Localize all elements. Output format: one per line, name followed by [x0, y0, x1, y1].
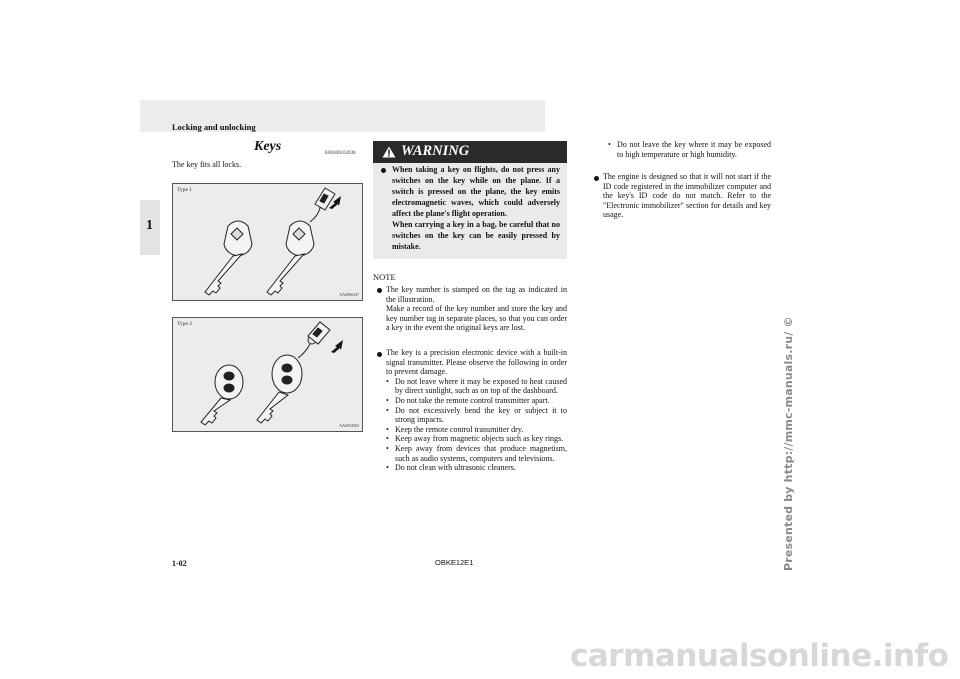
note-sub-item: • Do not excessively bend the key or subject it to strong impacts.: [386, 406, 567, 425]
keys-intro: The key fits all locks.: [172, 160, 242, 169]
note-continued-column: [608, 140, 771, 159]
note-bullet: [377, 352, 382, 357]
note-heading: NOTE: [373, 272, 396, 282]
note-sub-item: • Do not take the remote control transmitter apart.: [386, 396, 567, 406]
figure-type1-label: Type 1: [177, 187, 193, 193]
figure-type2: [172, 317, 363, 432]
warning-triangle-icon: [382, 146, 396, 158]
bottom-watermark-logo: carmanualsonline.info: [570, 638, 949, 674]
note-paragraph: The key is a precision electronic device with a built-in signal transmitter. Please observe the following in order to prevent damage.: [386, 348, 567, 377]
note-item-precision-device: [386, 348, 567, 473]
note-bullet: [594, 176, 599, 181]
note-sub-item: • Do not leave the key where it may be exposed to high temperature or high humidity.: [608, 140, 771, 159]
figure-type2-code: AA0033563: [339, 423, 359, 428]
figure-type2-label: Type 2: [177, 321, 193, 327]
warning-line: When carrying a key in a bag, be careful that no switches on the key can be easily pressed by mistake.: [392, 220, 560, 251]
keys-heading: Keys: [254, 139, 282, 154]
note-sub-item: • Do not clean with ultrasonic cleaners.: [386, 463, 567, 473]
note-sub-item: • Do not leave where it may be exposed to heat caused by direct sunlight, such as on top of the dashboard.: [386, 377, 567, 396]
note-sub-item: • Keep away from devices that produce magnetism, such as audio systems, computers and televisions.: [386, 444, 567, 463]
warning-header: [373, 141, 567, 163]
note-sub-item: • Keep away from magnetic objects such as key rings.: [386, 434, 567, 444]
note-bullet: [377, 288, 382, 293]
note-item-immobilizer: [603, 172, 771, 220]
note-item-key-number: [386, 285, 567, 333]
document-code: OBKE12E1: [435, 558, 474, 567]
note-sub-item: • Keep the remote control transmitter dry.: [386, 425, 567, 435]
note-paragraph: Make a record of the key number and store the key and key number tag in separate places, so that you can order a key in the event the original keys are lost.: [386, 304, 567, 333]
key-type1-illustration: [173, 184, 362, 300]
section-title: Locking and unlocking: [172, 122, 256, 132]
note-paragraph: The engine is designed so that it will not start if the ID code registered in the immobilizer computer and the key's ID code do not match. Refer to the "Electronic immobilizer" section for details and key usage.: [603, 172, 771, 220]
side-watermark: Presented by http://mmc-manuals.ru/ ©: [782, 316, 795, 571]
figure-type1: [172, 183, 363, 301]
key-type2-illustration: [173, 318, 362, 431]
chapter-number: 1: [146, 218, 153, 233]
warning-box: [373, 141, 567, 259]
note-sub-list: [386, 377, 567, 473]
figure-type1-code: AA0066347: [339, 292, 359, 297]
warning-title: WARNING: [401, 143, 470, 159]
page-number: 1-02: [172, 559, 187, 568]
warning-text: [392, 164, 560, 252]
note-paragraph: The key number is stamped on the tag as indicated in the illustration.: [386, 285, 567, 304]
warning-line: When taking a key on flights, do not press any switches on the key while on the plane. If a switch is pressed on the plane, the key emits electromagnetic waves, which could adversely affect the plane's flight operation.: [392, 165, 560, 218]
warning-bullet: [381, 168, 386, 173]
note-sub-list-continued: [608, 140, 771, 159]
keys-reference-code: E00300102038: [325, 151, 356, 156]
